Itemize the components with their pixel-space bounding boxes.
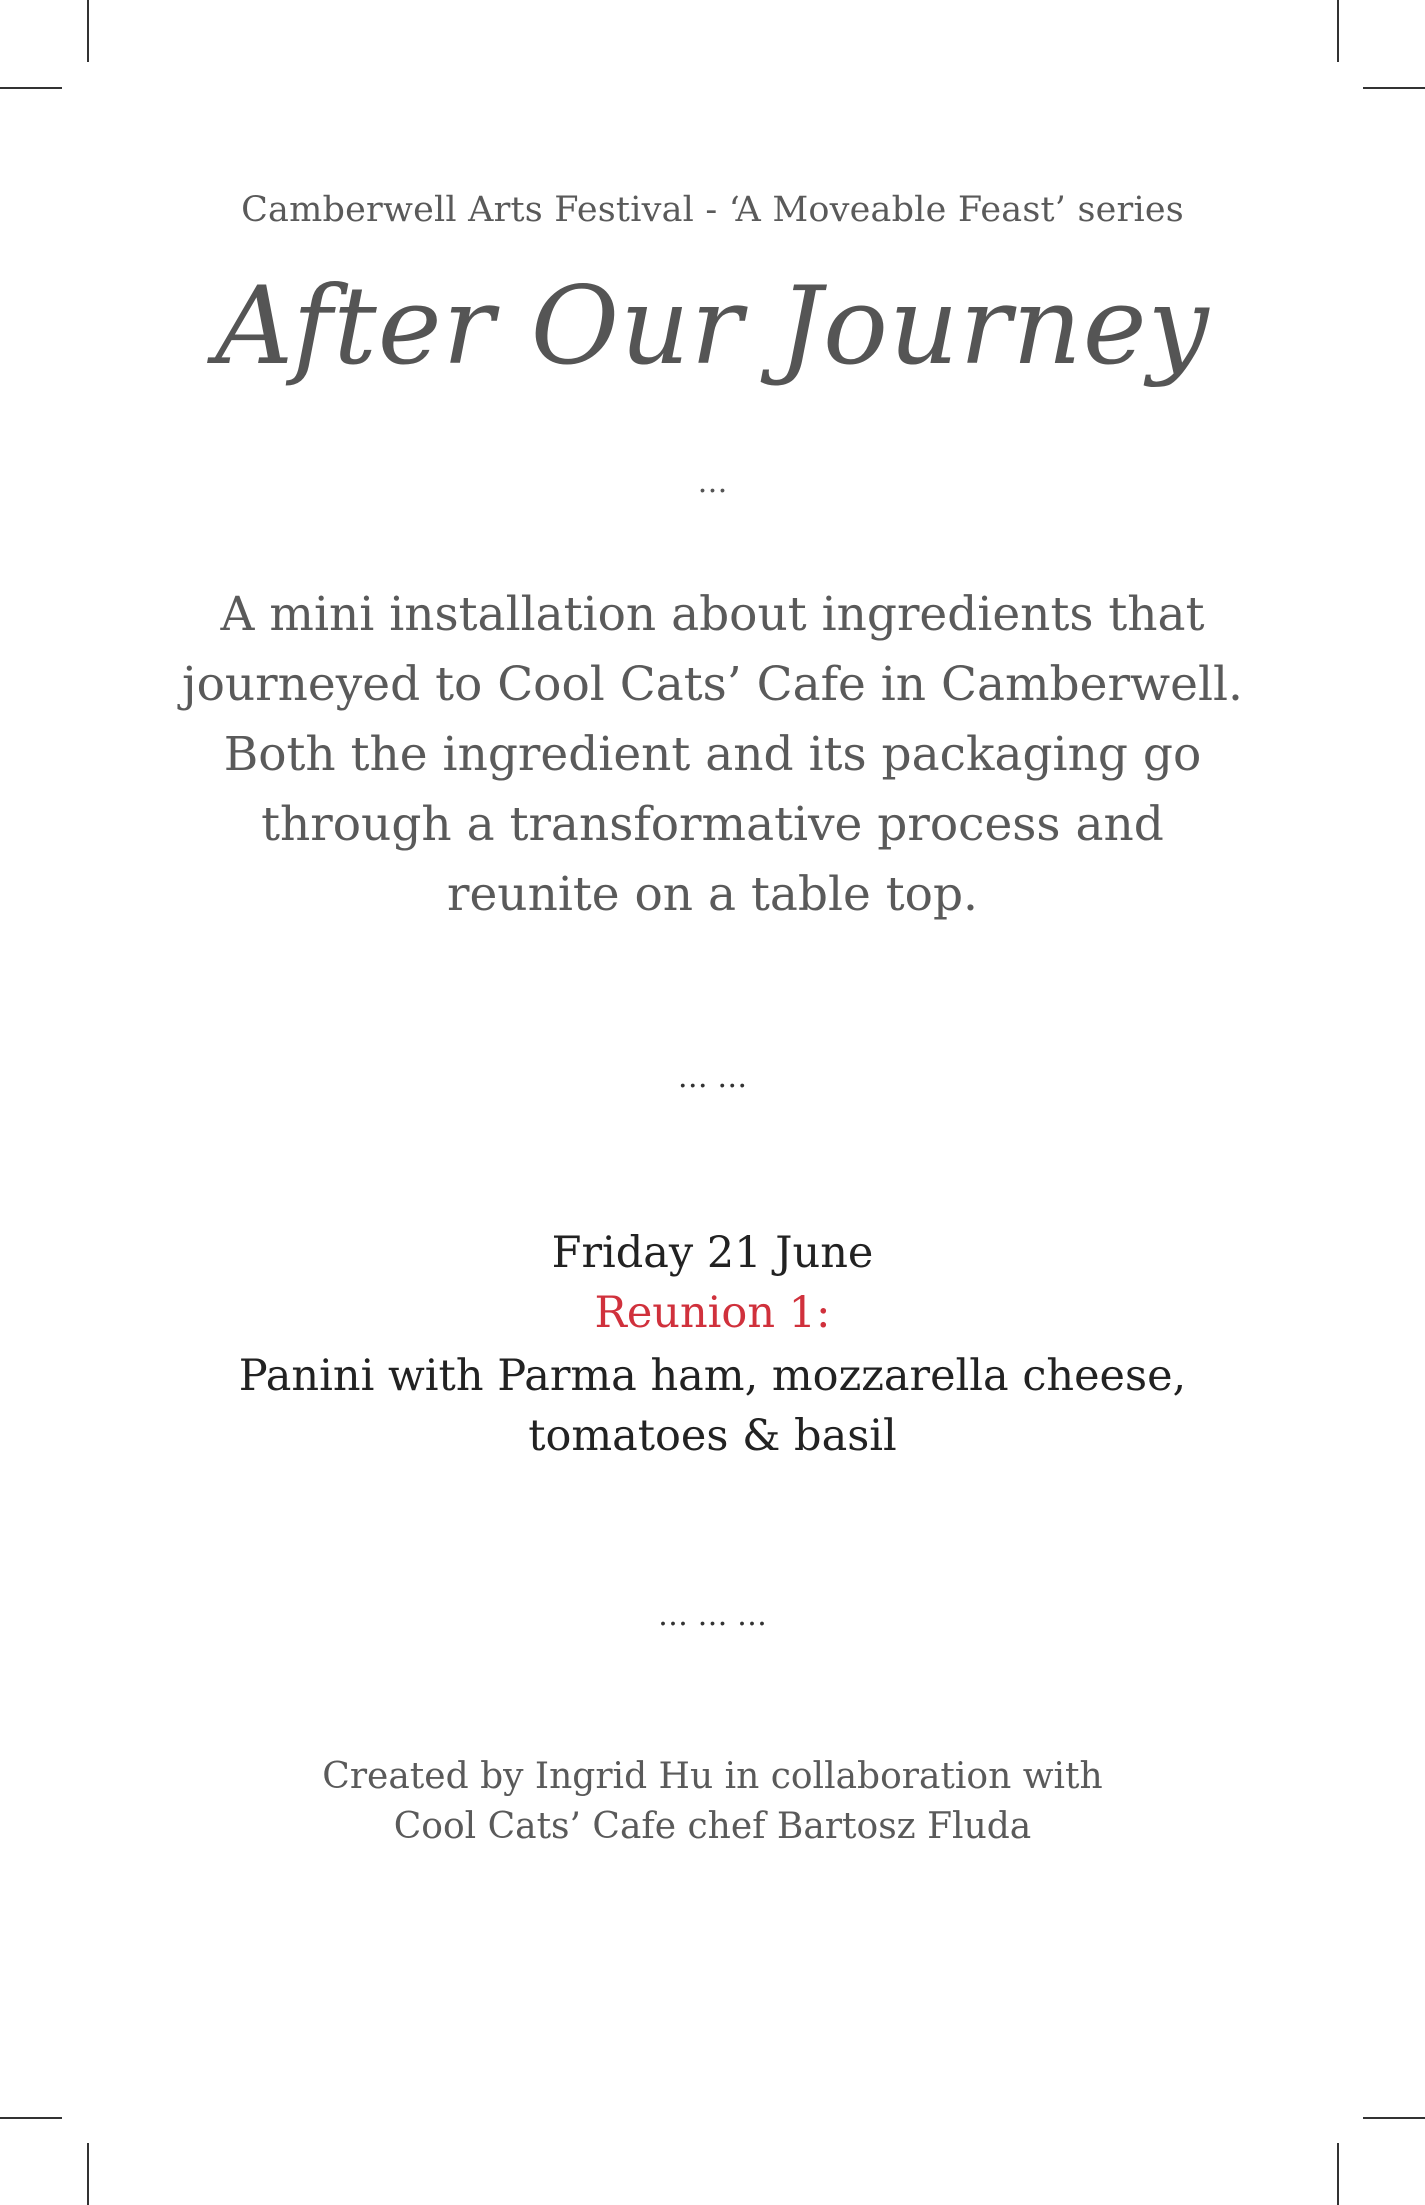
credits-line: Cool Cats’ Cafe chef Bartosz Fluda — [393, 1806, 1032, 1847]
separator-ellipsis: … … — [677, 1060, 748, 1095]
menu-line: Panini with Parma ham, mozzarella cheese, — [238, 1351, 1187, 1401]
description-line: A mini installation about ingredients that — [220, 587, 1205, 642]
description-line: journeyed to Cool Cats’ Cafe in Camberwell. — [182, 657, 1243, 712]
crop-mark-top-left-horizontal — [0, 87, 62, 89]
series-subtitle: Camberwell Arts Festival - ‘A Moveable Feast’ series — [241, 190, 1184, 230]
separator-ellipsis: … — [697, 465, 728, 500]
description-line: reunite on a table top. — [447, 867, 978, 922]
credits — [250, 1752, 1175, 1852]
crop-mark-bottom-right-vertical — [1337, 2143, 1339, 2205]
description-line: Both the ingredient and its packaging go — [223, 727, 1202, 782]
credits-line: Created by Ingrid Hu in collaboration with — [322, 1756, 1103, 1797]
menu-description — [200, 1346, 1225, 1466]
description — [150, 580, 1275, 930]
reunion-label: Reunion 1: — [594, 1288, 831, 1338]
crop-mark-top-right-vertical — [1337, 0, 1339, 62]
separator-ellipsis: … … … — [657, 1598, 768, 1633]
description-line: through a transformative process and — [261, 797, 1164, 852]
crop-mark-bottom-right-horizontal — [1363, 2117, 1425, 2119]
crop-mark-top-right-horizontal — [1363, 87, 1425, 89]
crop-mark-bottom-left-vertical — [87, 2143, 89, 2205]
page-title: After Our Journey — [215, 264, 1210, 389]
crop-mark-top-left-vertical — [87, 0, 89, 62]
event-date: Friday 21 June — [551, 1228, 874, 1278]
menu-line: tomatoes & basil — [528, 1411, 897, 1461]
crop-mark-bottom-left-horizontal — [0, 2117, 62, 2119]
